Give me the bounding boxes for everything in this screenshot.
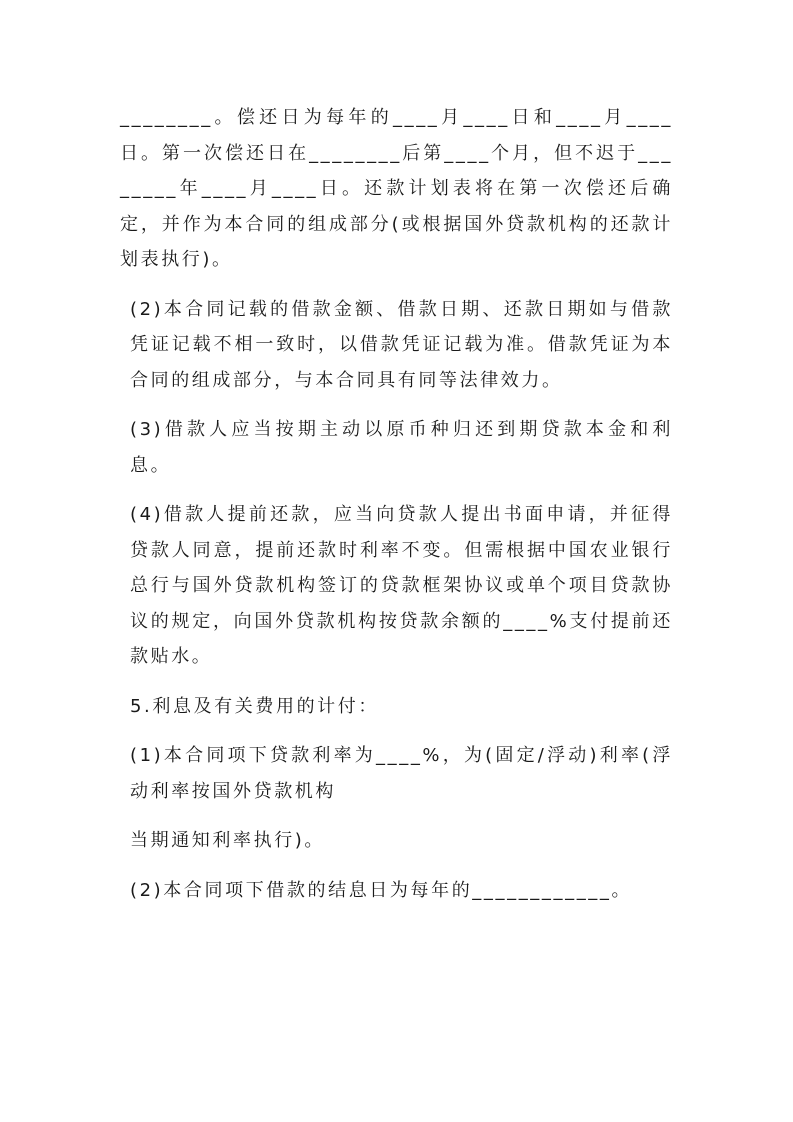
clause-3-repayment-currency: (3)借款人应当按期主动以原币种归还到期贷款本金和利息。	[130, 419, 673, 476]
clause-2-loan-voucher: (2)本合同记载的借款金额、借款日期、还款日期如与借款凭证记载不相一致时，以借款凭证记载为准。借款凭证为本合同的组成部分，与本合同具有同等法律效力。	[130, 298, 673, 391]
clause-4-early-repayment: (4)借款人提前还款，应当向贷款人提出书面申请，并征得贷款人同意，提前还款时利率不变。但需根据中国农业银行总行与国外贷款机构签订的贷款框架协议或单个项目贷款协议的规定，向国外贷款机构按贷款余额的____%支付提前还款贴水。	[130, 504, 673, 667]
repayment-schedule-paragraph: ________。偿还日为每年的____月____日和____月____日。第一次偿还日在________后第____个月，但不迟于________年____月____日。还款计划表将在第一次偿还后确定，并作为本合同的组成部分(或根据国外贷款机构的还款计划表执行)。	[120, 107, 673, 270]
clause-2-settlement-date: (2)本合同项下借款的结息日为每年的____________。	[130, 879, 633, 901]
section-5-heading: 5.利息及有关费用的计付：	[130, 695, 379, 717]
clause-1-interest-rate-continued: 当期通知利率执行)。	[130, 830, 326, 851]
clause-1-interest-rate: (1)本合同项下贷款利率为____%，为(固定/浮动)利率(浮动利率按国外贷款机构	[130, 745, 673, 802]
